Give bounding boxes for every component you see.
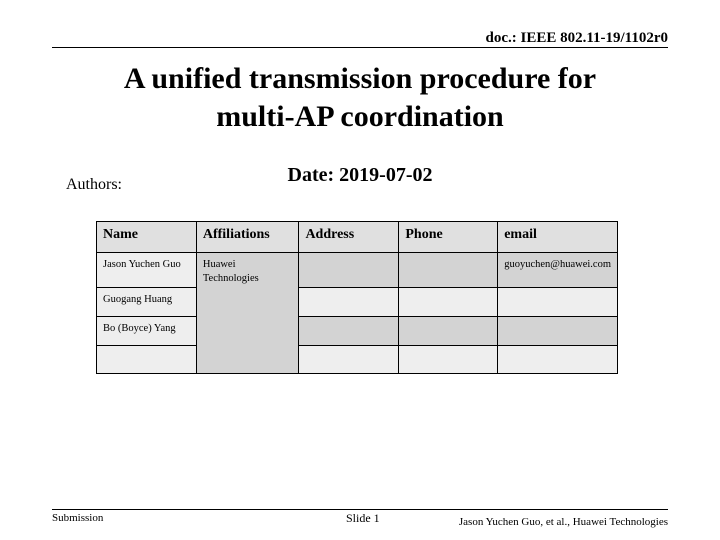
slide-date: Date: 2019-07-02 <box>287 164 433 186</box>
cell-affiliation: Huawei Technologies <box>196 253 299 374</box>
cell-name <box>97 346 197 374</box>
footer-slide-number: Slide 1 <box>346 511 380 525</box>
column-header-address: Address <box>299 222 399 253</box>
slide-title-line-2: multi-AP coordination <box>216 100 504 133</box>
document-id: doc.: IEEE 802.11-19/1102r0 <box>485 30 668 46</box>
column-header-email: email <box>498 222 618 253</box>
authors-label: Authors: <box>66 176 122 193</box>
table-row <box>97 288 618 317</box>
cell-email <box>498 317 618 346</box>
footer-divider <box>52 509 668 510</box>
cell-address <box>299 253 399 288</box>
footer-authors: Jason Yuchen Guo, et al., Huawei Technologies <box>458 516 668 528</box>
header-divider <box>52 47 668 48</box>
table-header-row <box>97 222 618 253</box>
cell-address <box>299 317 399 346</box>
table-row <box>97 253 618 288</box>
cell-email <box>498 346 618 374</box>
column-header-affiliations: Affiliations <box>196 222 299 253</box>
column-header-name: Name <box>97 222 197 253</box>
cell-phone <box>399 253 498 288</box>
column-header-phone: Phone <box>399 222 498 253</box>
cell-name: Jason Yuchen Guo <box>97 253 197 288</box>
footer-submission: Submission <box>52 512 104 524</box>
slide-title-line-1: A unified transmission procedure for <box>123 62 597 95</box>
cell-name: Bo (Boyce) Yang <box>97 317 197 346</box>
cell-address <box>299 346 399 374</box>
table-row <box>97 346 618 374</box>
cell-name: Guogang Huang <box>97 288 197 317</box>
cell-phone <box>399 346 498 374</box>
cell-phone <box>399 288 498 317</box>
table-row <box>97 317 618 346</box>
cell-email: guoyuchen@huawei.com <box>498 253 618 288</box>
cell-phone <box>399 317 498 346</box>
authors-table <box>96 221 618 374</box>
cell-address <box>299 288 399 317</box>
slide-title <box>0 60 720 136</box>
cell-email <box>498 288 618 317</box>
